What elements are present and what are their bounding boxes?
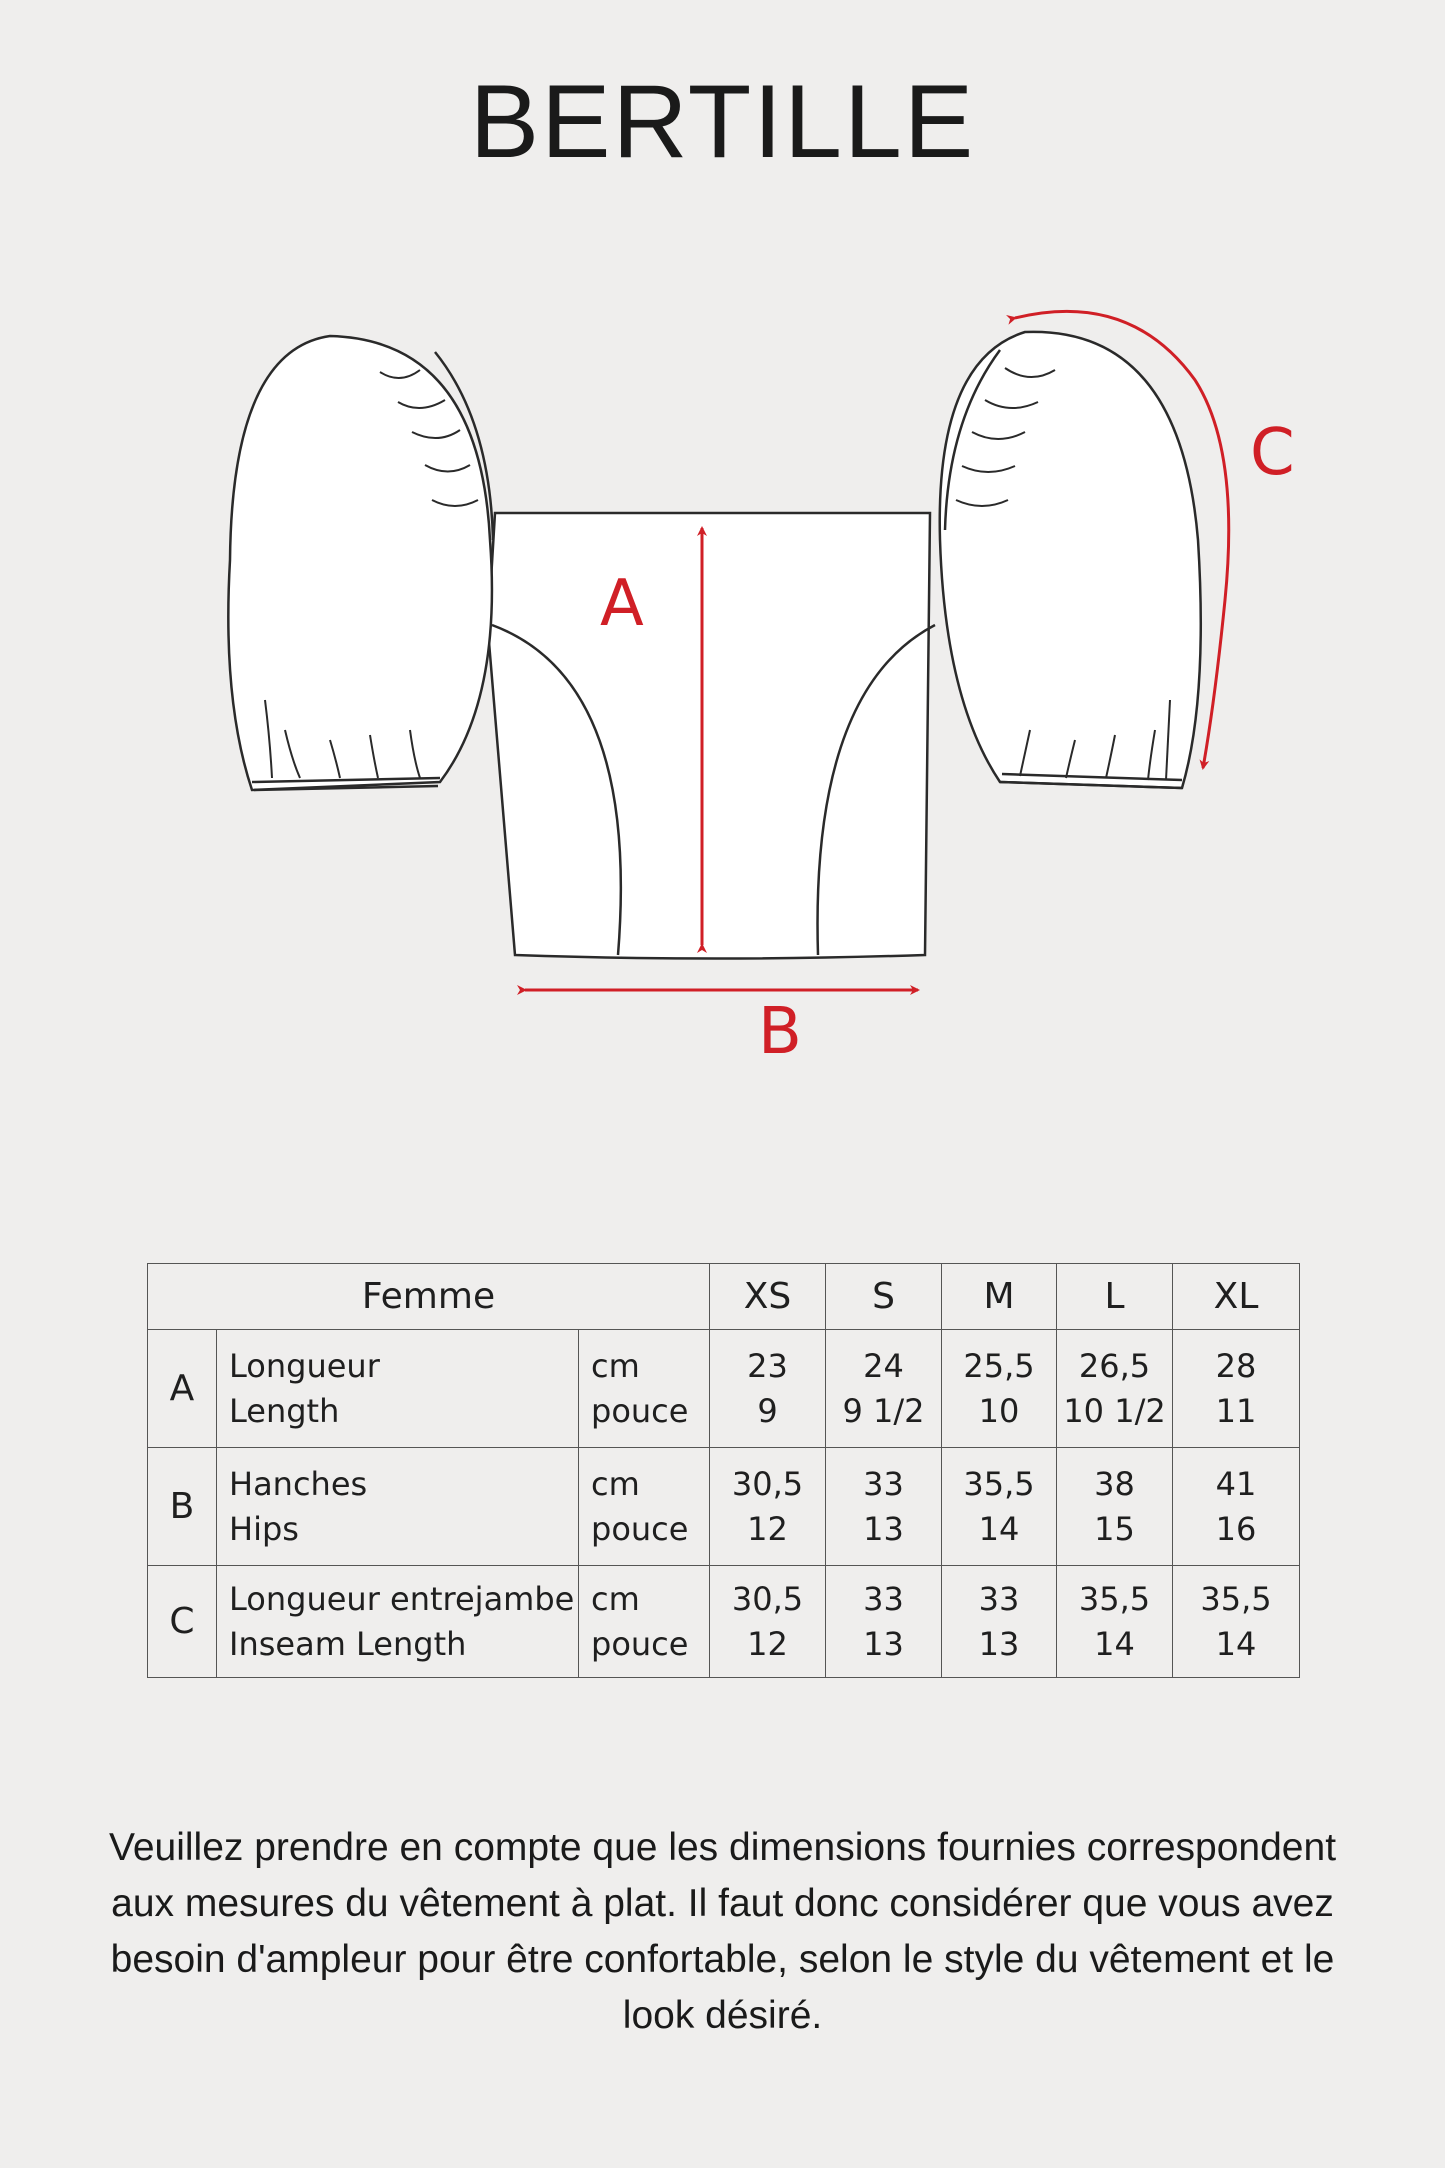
- cell-value: 10 1/2: [1063, 1391, 1166, 1430]
- left-sleeve: [228, 336, 493, 790]
- row-units: [579, 1566, 710, 1678]
- cell-value: 16: [1215, 1509, 1257, 1548]
- cell-value: 35,5: [963, 1464, 1035, 1503]
- cell-value: 35,5: [1200, 1579, 1272, 1618]
- size-chart-table: [147, 1263, 1300, 1678]
- cell-value: 13: [863, 1509, 904, 1548]
- header-size: L: [1057, 1264, 1173, 1330]
- header-size: S: [826, 1264, 942, 1330]
- table-header-row: [148, 1264, 1300, 1330]
- table-row: [148, 1566, 1300, 1678]
- cell-value: 33: [978, 1579, 1020, 1618]
- cell-value: 15: [1094, 1509, 1135, 1548]
- cell-value: 25,5: [963, 1346, 1035, 1385]
- cell-value: 30,5: [731, 1464, 804, 1503]
- row-label-en: Length: [229, 1391, 340, 1430]
- table-cell: [1057, 1566, 1173, 1678]
- unit-in: pouce: [591, 1391, 689, 1430]
- table-cell: [710, 1330, 826, 1448]
- table-cell: [1173, 1566, 1300, 1678]
- row-label-fr: Hanches: [229, 1464, 368, 1503]
- table-cell: [826, 1330, 942, 1448]
- cell-value: 24: [863, 1346, 904, 1385]
- cell-value: 30,5: [731, 1579, 804, 1618]
- table-cell: [710, 1448, 826, 1566]
- unit-cm: cm: [591, 1579, 640, 1618]
- row-label: [217, 1330, 579, 1448]
- cell-value: 35,5: [1078, 1579, 1151, 1618]
- header-size: M: [942, 1264, 1057, 1330]
- table-cell: [1057, 1448, 1173, 1566]
- cell-value: 26,5: [1078, 1346, 1151, 1385]
- row-letter: A: [148, 1330, 217, 1448]
- row-units: [579, 1448, 710, 1566]
- cell-value: 14: [1215, 1624, 1257, 1663]
- cell-value: 11: [1215, 1391, 1257, 1430]
- cell-value: 12: [747, 1624, 788, 1663]
- cell-value: 10: [978, 1391, 1020, 1430]
- table-row: [148, 1330, 1300, 1448]
- table-cell: [826, 1566, 942, 1678]
- cell-value: 33: [863, 1464, 904, 1503]
- cell-value: 9: [757, 1391, 778, 1430]
- cell-value: 9 1/2: [842, 1391, 925, 1430]
- table-cell: [710, 1566, 826, 1678]
- table-cell: [1173, 1448, 1300, 1566]
- bodice-outline: [488, 513, 930, 959]
- table-cell: [1057, 1330, 1173, 1448]
- table-cell: [826, 1448, 942, 1566]
- table-cell: [942, 1448, 1057, 1566]
- cell-value: 41: [1215, 1464, 1257, 1503]
- right-sleeve: [940, 332, 1201, 788]
- cell-value: 13: [863, 1624, 904, 1663]
- row-label-en: Hips: [229, 1509, 299, 1548]
- cell-value: 33: [863, 1579, 904, 1618]
- unit-cm: cm: [591, 1346, 640, 1385]
- unit-in: pouce: [591, 1624, 689, 1663]
- unit-in: pouce: [591, 1509, 689, 1548]
- row-label: [217, 1448, 579, 1566]
- garment-diagram: [0, 260, 1445, 1120]
- table-cell: [942, 1330, 1057, 1448]
- header-size: XS: [710, 1264, 826, 1330]
- measure-b-label: B: [758, 995, 802, 1069]
- measure-a-label: A: [600, 567, 644, 641]
- header-size: XL: [1173, 1264, 1300, 1330]
- row-label-fr: Longueur entrejambe: [229, 1579, 575, 1618]
- cell-value: 14: [978, 1509, 1020, 1548]
- cell-value: 28: [1215, 1346, 1257, 1385]
- row-letter: C: [148, 1566, 217, 1678]
- row-label-en: Inseam Length: [229, 1624, 467, 1663]
- page-title: BERTILLE: [469, 64, 976, 180]
- table-cell: [942, 1566, 1057, 1678]
- unit-cm: cm: [591, 1464, 640, 1503]
- cell-value: 38: [1094, 1464, 1135, 1503]
- row-label: [217, 1566, 579, 1678]
- cell-value: 23: [747, 1346, 788, 1385]
- measure-c-label: C: [1250, 416, 1295, 490]
- cell-value: 12: [747, 1509, 788, 1548]
- row-label-fr: Longueur: [229, 1346, 380, 1385]
- row-units: [579, 1330, 710, 1448]
- cell-value: 13: [978, 1624, 1020, 1663]
- row-letter: B: [148, 1448, 217, 1566]
- fit-note: Veuillez prendre en compte que les dimensions fournies correspondent aux mesures du vêtement à plat. Il faut donc considérer que vous avez besoin d'ampleur pour être confortable, selon le style du vêtement et le look désiré.: [108, 1826, 1337, 2037]
- table-cell: [1173, 1330, 1300, 1448]
- table-row: [148, 1448, 1300, 1566]
- header-group: Femme: [148, 1264, 710, 1330]
- cell-value: 14: [1094, 1624, 1135, 1663]
